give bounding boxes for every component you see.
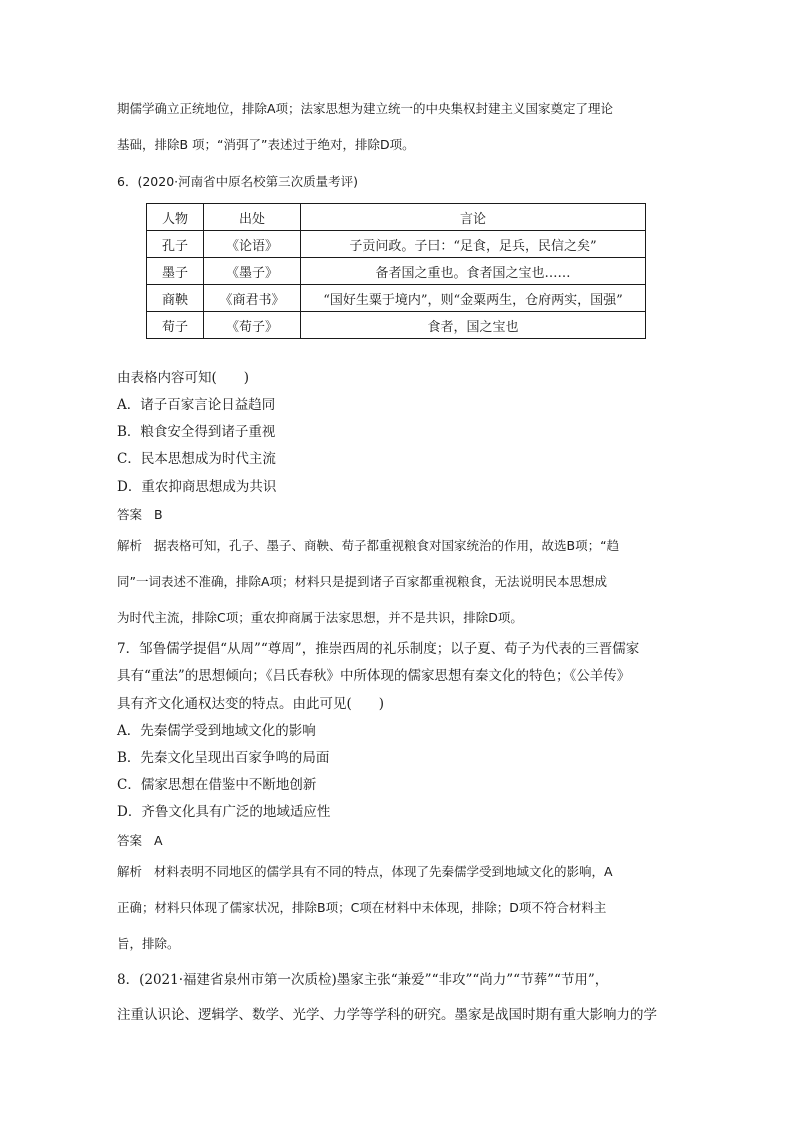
- analysis-text: 据表格可知，孔子、墨子、商鞅、荀子都重视粮食对国家统治的作用，故选B项；“趋: [154, 538, 620, 553]
- q6-table: [146, 203, 646, 339]
- q7-option-a: A．先秦儒学受到地域文化的影响: [117, 723, 316, 739]
- table-header-cell: 言论: [301, 204, 646, 231]
- q7-stem-line-3: 具有齐文化通权达变的特点。由此可见( ): [117, 696, 385, 712]
- analysis-label: 解析: [117, 864, 143, 879]
- q8-stem-line-2: 注重认识论、逻辑学、数学、光学、力学等学科的研究。墨家是战国时期有重大影响力的学: [117, 1007, 657, 1023]
- table-cell: 《墨子》: [204, 258, 301, 285]
- q6-question: 由表格内容可知( ): [117, 370, 250, 386]
- q7-option-d: D．齐鲁文化具有广泛的地域适应性: [117, 804, 331, 820]
- q7-analysis-line-3: 旨，排除。: [117, 936, 180, 951]
- table-row: [147, 285, 646, 312]
- q8-stem-line-1: 8．(2021·福建省泉州市第一次质检)墨家主张“兼爱”“非攻”“尚力”“节葬”“节用”，: [117, 972, 609, 988]
- q6-option-d: D．重农抑商思想成为共识: [117, 479, 277, 495]
- table-cell: 备者国之重也。食者国之宝也……: [301, 258, 646, 285]
- q6-analysis-line-3: 为时代主流，排除C项；重农抑商属于法家思想，并不是共识，排除D项。: [117, 610, 523, 625]
- prev-analysis-line-1: 期儒学确立正统地位，排除A项；法家思想为建立统一的中央集权封建主义国家奠定了理论: [117, 101, 614, 116]
- table-cell: 荀子: [147, 312, 204, 339]
- table-cell: 墨子: [147, 258, 204, 285]
- q6-analysis-line-1: [117, 537, 677, 555]
- q6-option-c: C．民本思想成为时代主流: [117, 451, 276, 467]
- analysis-text: 材料表明不同地区的儒学具有不同的特点，体现了先秦儒学受到地域文化的影响，A: [154, 864, 613, 879]
- table-cell: 《论语》: [204, 231, 301, 258]
- table-cell: “国好生粟于境内”，则“金粟两生，仓府两实，国强”: [301, 285, 646, 312]
- answer-value: B: [154, 507, 163, 522]
- answer-value: A: [154, 833, 163, 848]
- prev-analysis-line-2: 基础，排除B 项；“消弭了”表述过于绝对，排除D项。: [117, 137, 415, 152]
- table-header-cell: 出处: [204, 204, 301, 231]
- table-row: [147, 231, 646, 258]
- q7-analysis-line-2: 正确；材料只体现了儒家状况，排除B项；C项在材料中未体现，排除；D项不符合材料主: [117, 900, 607, 915]
- answer-label: 答案: [117, 833, 143, 848]
- table-cell: 商鞅: [147, 285, 204, 312]
- q6-answer: [117, 506, 677, 524]
- table-row: [147, 258, 646, 285]
- table-cell: 子贡问政。子曰：“足食，足兵，民信之矣”: [301, 231, 646, 258]
- table-cell: 《荀子》: [204, 312, 301, 339]
- q6-analysis-line-2: 同”一词表述不准确，排除A项；材料只是提到诸子百家都重视粮食，无法说明民本思想成: [117, 574, 608, 589]
- q7-option-c: C．儒家思想在借鉴中不断地创新: [117, 777, 317, 793]
- q6-stem: 6．(2020·河南省中原名校第三次质量考评): [117, 174, 358, 189]
- table-row: [147, 312, 646, 339]
- table-header-cell: 人物: [147, 204, 204, 231]
- q7-answer: [117, 832, 677, 850]
- table-cell: 食者，国之宝也: [301, 312, 646, 339]
- q6-option-b: B．粮食安全得到诸子重视: [117, 424, 276, 440]
- answer-label: 答案: [117, 507, 143, 522]
- q7-analysis-line-1: [117, 863, 677, 881]
- q7-stem-line-1: 7．邹鲁儒学提倡“从周”“尊周”，推崇西周的礼乐制度；以子夏、荀子为代表的三晋儒家: [117, 641, 640, 657]
- table-header-row: [147, 204, 646, 231]
- q7-option-b: B．先秦文化呈现出百家争鸣的局面: [117, 750, 330, 766]
- analysis-label: 解析: [117, 538, 143, 553]
- q7-stem-line-2: 具有“重法”的思想倾向；《吕氏春秋》中所体现的儒家思想有秦文化的特色；《公羊传》: [117, 668, 631, 684]
- table-cell: 《商君书》: [204, 285, 301, 312]
- q6-option-a: A．诸子百家言论日益趋同: [117, 397, 276, 413]
- table-cell: 孔子: [147, 231, 204, 258]
